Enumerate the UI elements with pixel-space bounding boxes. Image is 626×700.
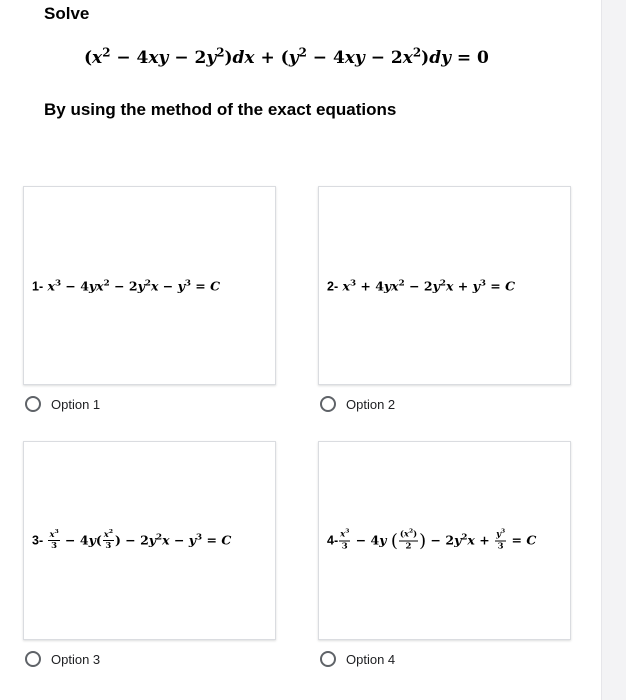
option-3-radio-row[interactable] [25, 651, 100, 667]
option-3-image-card[interactable] [23, 441, 276, 640]
solve-label: Solve [44, 4, 90, 23]
option-1-radio[interactable] [25, 396, 41, 412]
option-1-radio-row[interactable] [25, 396, 100, 412]
question-equation: $(x^2 - 4xy - 2y^2)dx + (y^2 - 4xy - 2x^2)dy = 0$ [84, 45, 489, 68]
option-3-formula: 3- $\frac{x^3}{3}$ − 4y( $\frac{x^2}{3}$ ) − $2y^2x - y^3 = C$ [32, 527, 232, 551]
option-2-label: Option 2 [346, 396, 396, 412]
option-4-image-card[interactable] [318, 441, 571, 640]
option-3-label: Option 3 [51, 651, 101, 667]
option-2-radio-row[interactable] [320, 396, 395, 412]
option-1-formula: 1- $x^3 - 4yx^2 - 2y^2x - y^3 = C$ [32, 277, 221, 293]
side-strip [601, 0, 626, 700]
option-4-formula: 4- $\frac{x^3}{3}$ − 4y ( $\frac{(x^2)}{2}$ ) − $2y^2x$ + $\frac{y^3}{3}$ = C [327, 527, 537, 551]
option-3-radio[interactable] [25, 651, 41, 667]
option-1-label: Option 1 [51, 396, 101, 412]
method-label: By using the method of the exact equations [44, 100, 397, 119]
option-4-radio[interactable] [320, 651, 336, 667]
option-2-image-card[interactable] [318, 186, 571, 385]
option-2-formula: 2- $x^3 + 4yx^2 - 2y^2x + y^3 = C$ [327, 277, 516, 293]
option-4-radio-row[interactable] [320, 651, 395, 667]
option-4-label: Option 4 [346, 651, 396, 667]
option-2-radio[interactable] [320, 396, 336, 412]
option-1-image-card[interactable] [23, 186, 276, 385]
